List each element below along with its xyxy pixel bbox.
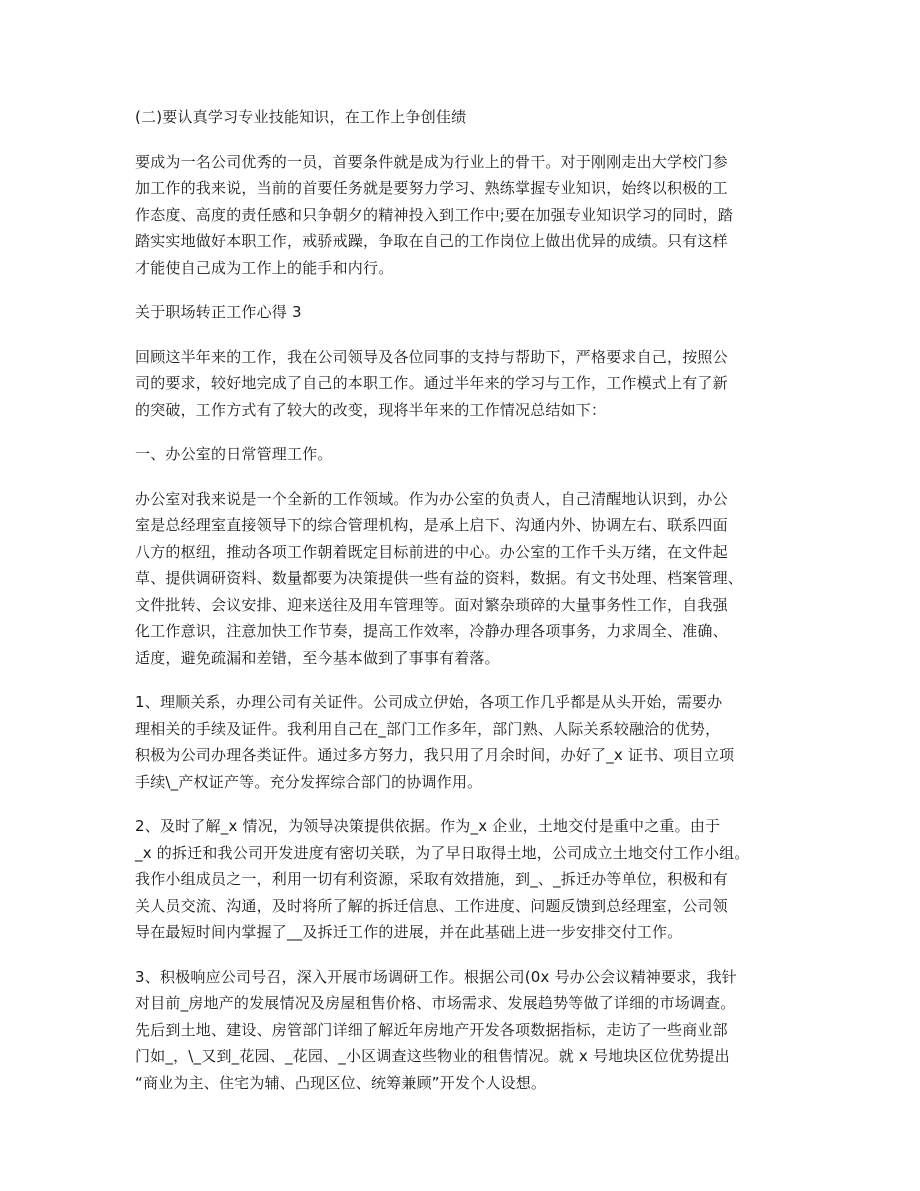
paragraph-review: 回顾这半年来的工作，我在公司领导及各位同事的支持与帮助下，严格要求自己，按照公 司的要求，较好地完成了自己的本职工作。通过半年来的学习与工作，工作模式上有了新 的突破，工作方式有了较大的改变，现将半年来的工作情况总结如下： <box>135 347 728 419</box>
paragraph-item-2: 2、及时了解_x 情况，为领导决策提供依据。作为_x 企业，土地交付是重中之重。由于 _x 的拆迁和我公司开发进度有密切关联，为了早日取得土地，公司成立土地交付工作小组。 我作小组成员之一，利用一切有利资源，采取有效措施，到_、_拆迁办等单位，积极和有 关人员交流、沟通，及时将所了解的拆迁信息、工作进度、问题反馈到总经理室，公司领 导在最短时间内掌握了__及拆迁工作的进展，并在此基础上进一步安排交付工作。 <box>135 817 750 941</box>
essay-title: 关于职场转正工作心得 3 <box>135 303 302 321</box>
paragraph-professional-backbone: 要成为一名公司优秀的一员，首要条件就是成为行业上的骨干。对于刚刚走出大学校门参 加工作的我来说，当前的首要任务就是要努力学习、熟练掌握专业知识，始终以积极的工 作态度、高度的责任感和只争朝夕的精神投入到工作中;要在加强专业知识学习的同时，踏 踏实实地做好本职工作，戒骄戒躁，争取在自己的工作岗位上做出优异的成绩。只有这样 才能使自己成为工作上的能手和内行。 <box>135 152 734 277</box>
section-heading-skills: (二)要认真学习专业技能知识，在工作上争创佳绩 <box>135 108 467 126</box>
paragraph-office-work: 办公室对我来说是一个全新的工作领域。作为办公室的负责人，自己清醒地认识到，办公 室是总经理室直接领导下的综合管理机构，是承上启下、沟通内外、协调左右、联系四面 八方的枢纽，推动各项工作朝着既定目标前进的中心。办公室的工作千头万绪，在文件起 草、提供调研资料、数量都要为决策提供一些有益的资料，数据。有文书处理、档案管理、 文件批转、会议安排、迎来送往及用车管理等。面对繁杂琐碎的大量事务性工作，自我强 化工作意识，注意加快工作节奏，提高工作效率，冷静办理各项事务，力求周全、准确、 适度，避免疏漏和差错，至今基本做到了事事有着落。 <box>135 489 744 667</box>
document-page <box>135 104 795 1114</box>
paragraph-item-3: 3、积极响应公司号召，深入开展市场调研工作。根据公司(0x 号办公会议精神要求，我针 对目前_房地产的发展情况及房屋租售价格、市场需求、发展趋势等做了详细的市场调查。 先后到土地、建设、房管部门详细了解近年房地产开发各项数据指标，走访了一些商业部 门如_，\_又到_花园、_花园、_小区调查这些物业的租售情况。就 x 号地块区位优势提出 “商业为主、住宅为辅、凸现区位、统筹兼顾”开发个人设想。 <box>135 967 737 1092</box>
paragraph-item-1: 1、理顺关系，办理公司有关证件。公司成立伊始，各项工作几乎都是从头开始，需要办 理相关的手续及证件。我利用自己在_部门工作多年，部门熟、人际关系较融洽的优势， 积极为公司办理各类证件。通过多方努力，我只用了月余时间，办好了_x 证书、项目立项 手续\_产权证产等。充分发挥综合部门的协调作用。 <box>135 693 735 791</box>
section-heading-office: 一、办公室的日常管理工作。 <box>135 445 333 463</box>
